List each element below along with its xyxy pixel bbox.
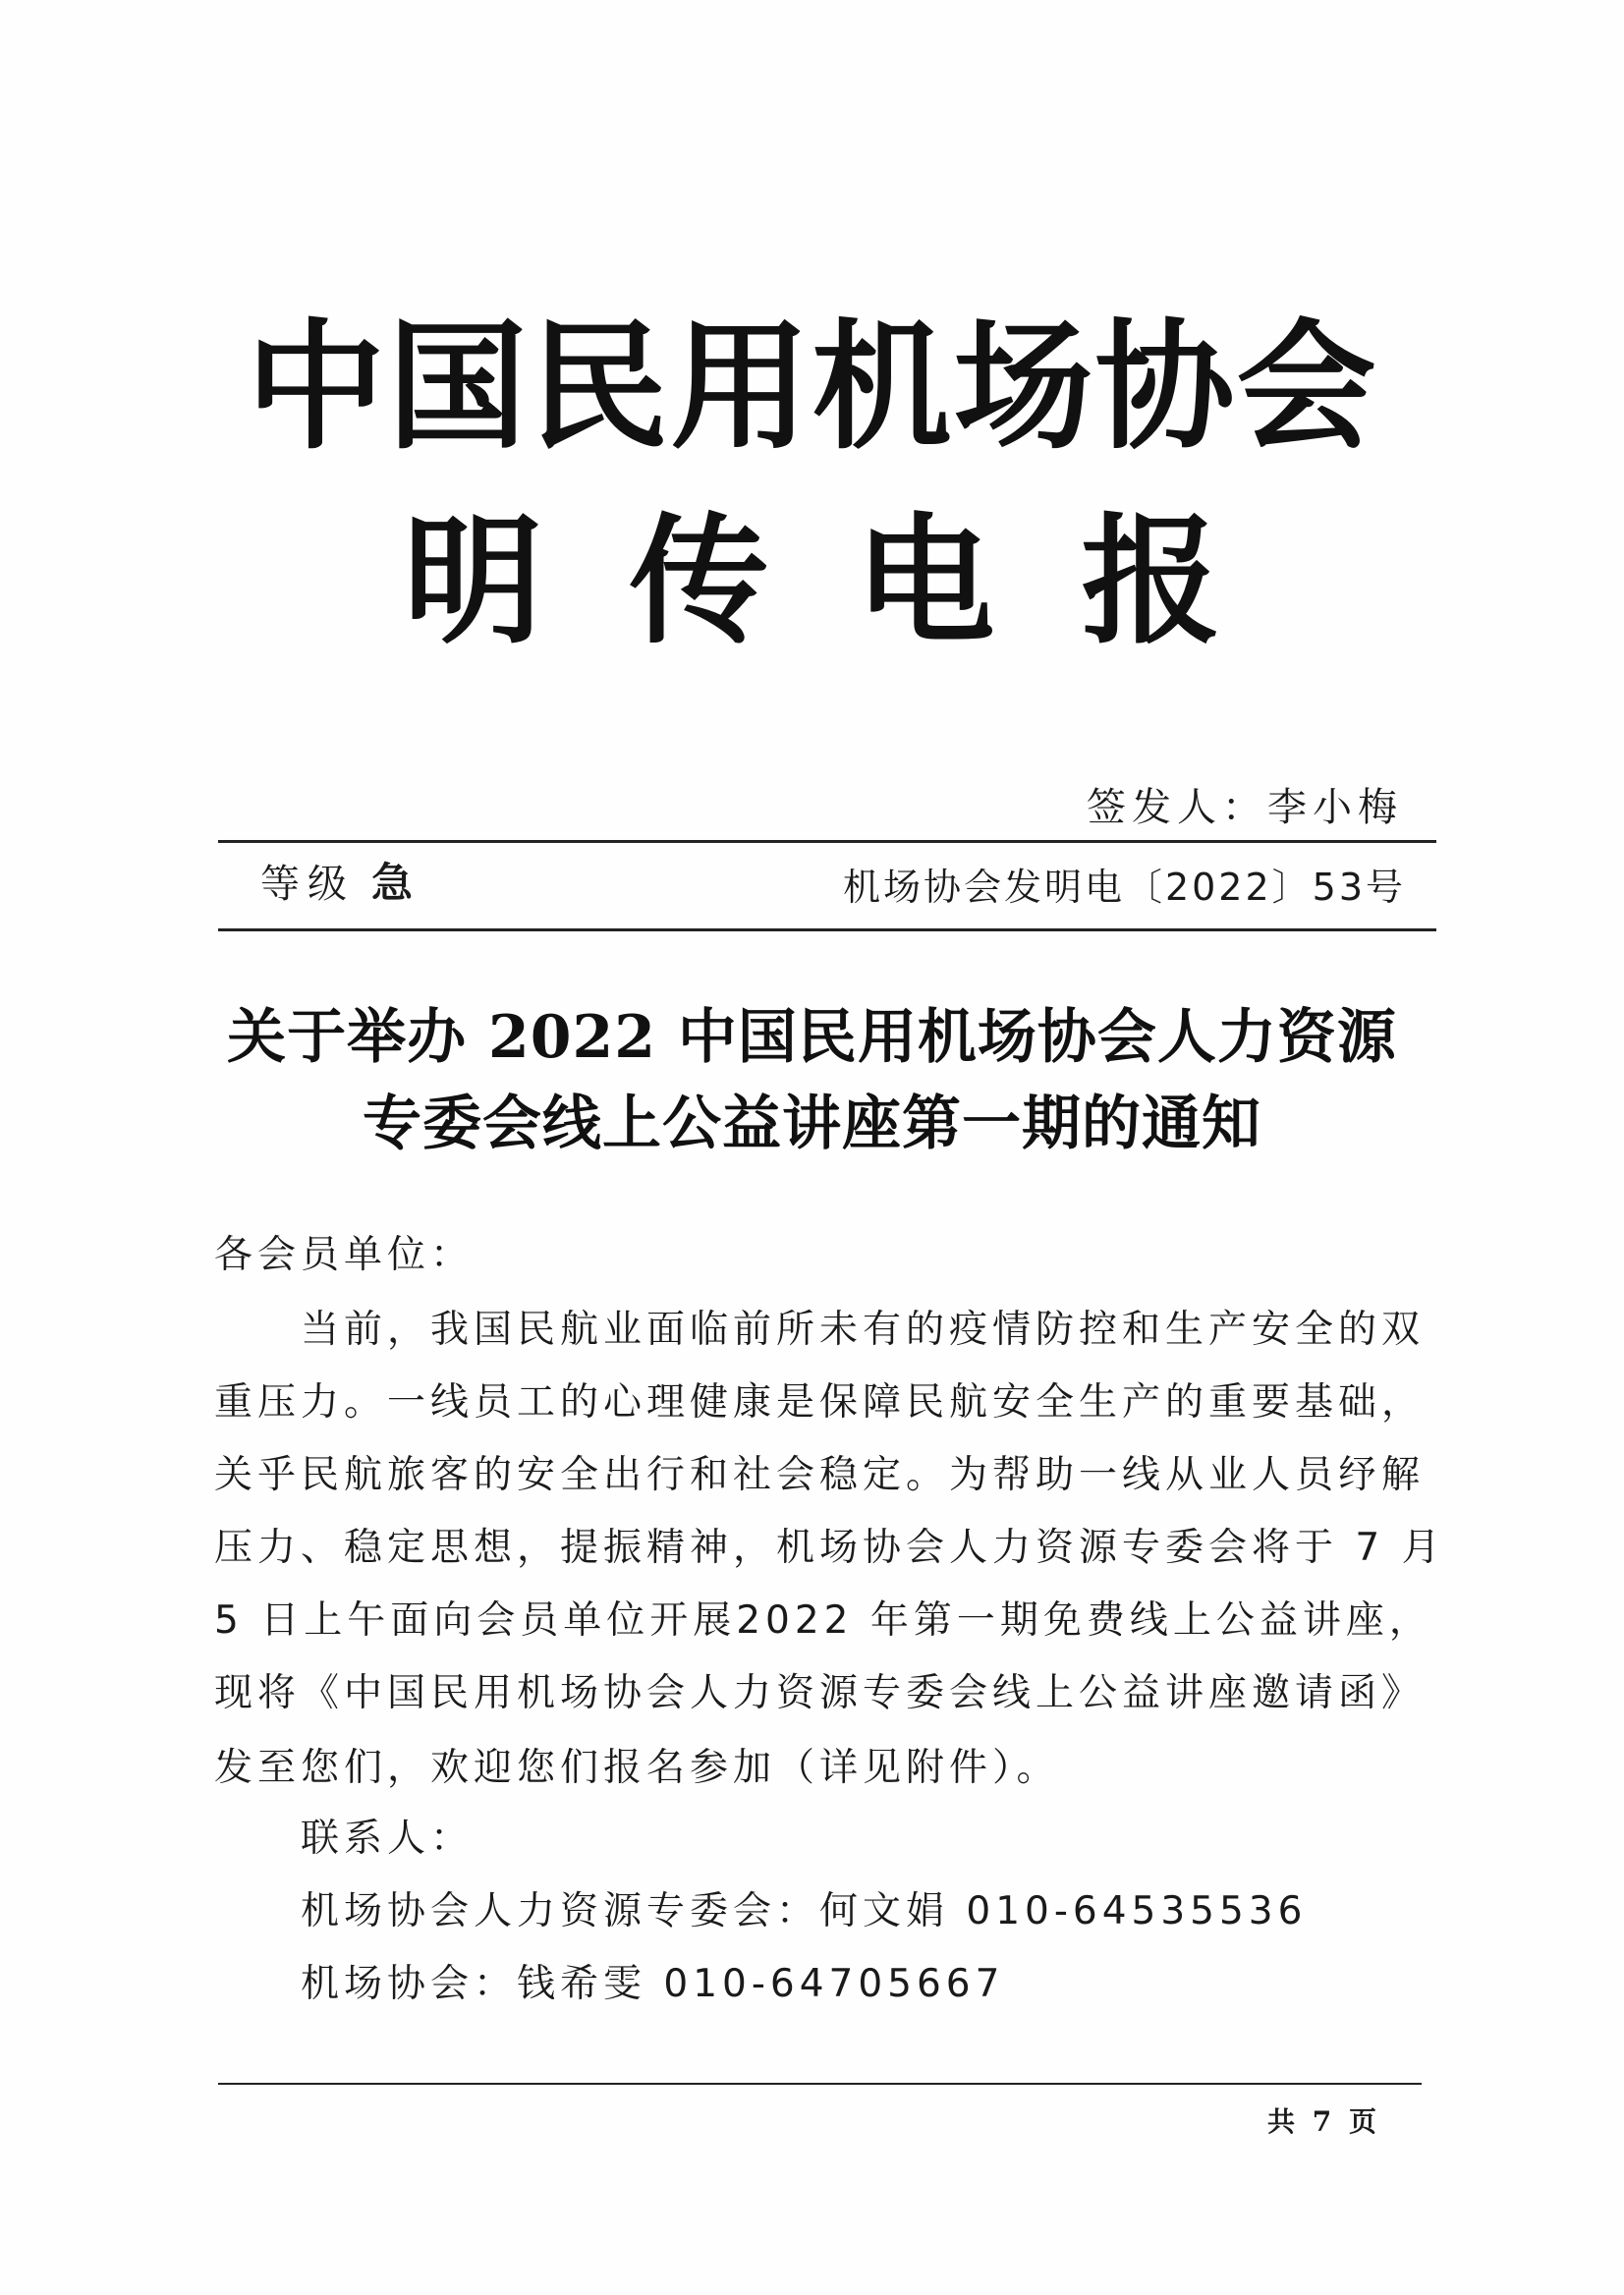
organization-title: 中国民用机场协会 — [246, 307, 1378, 469]
urgency-level-label: 等级 — [260, 862, 355, 907]
salutation: 各会员单位： — [214, 1233, 475, 1277]
paragraph-line: 5 日上午面向会员单位开展2022 年第一期免费线上公益讲座， — [214, 1598, 1432, 1643]
footer-divider — [218, 2083, 1422, 2085]
contact-label: 联系人： — [301, 1817, 475, 1861]
telegram-title: 明传电报 — [403, 501, 1308, 663]
notice-title-line-1: 关于举办 2022 中国民用机场协会人力资源 — [227, 1003, 1397, 1072]
contact-association: 机场协会：钱希雯 010-64705667 — [301, 1962, 1005, 2006]
paragraph-line: 关乎民航旅客的安全出行和社会稳定。为帮助一线从业人员纾解 — [214, 1453, 1426, 1497]
contact-hr-committee: 机场协会人力资源专委会：何文娟 010-64535536 — [301, 1889, 1308, 1933]
issuer: 签发人：李小梅 — [1087, 785, 1403, 830]
header-divider-top — [218, 840, 1436, 843]
header-divider-bottom — [218, 928, 1436, 931]
paragraph-line: 发至您们，欢迎您们报名参加（详见附件）。 — [214, 1746, 1060, 1790]
urgency-level-value: 急 — [371, 859, 414, 907]
paragraph-line: 当前，我国民航业面临前所未有的疫情防控和生产安全的双 — [301, 1308, 1426, 1352]
document-number: 机场协会发明电〔2022〕53号 — [842, 866, 1406, 909]
notice-title-line-2: 专委会线上公益讲座第一期的通知 — [363, 1090, 1261, 1158]
paragraph-line: 压力、稳定思想，提振精神，机场协会人力资源专委会将于 7 月 — [214, 1526, 1445, 1570]
paragraph-line: 重压力。一线员工的心理健康是保障民航安全生产的重要基础， — [214, 1380, 1426, 1425]
paragraph-line: 现将《中国民用机场协会人力资源专委会线上公益讲座邀请函》 — [214, 1671, 1426, 1715]
page-count: 共 7 页 — [1267, 2105, 1380, 2138]
